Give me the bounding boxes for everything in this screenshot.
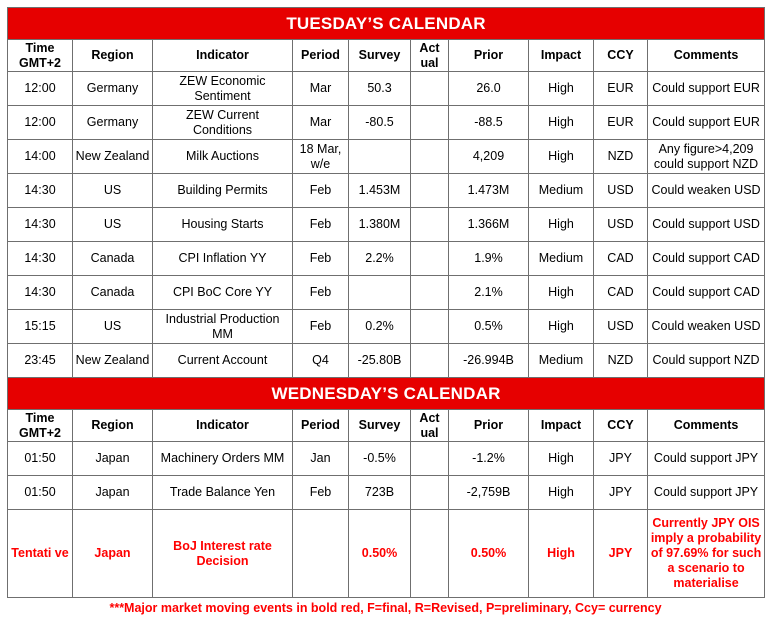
cell-period: Mar (293, 72, 349, 106)
calendar-document (7, 7, 764, 615)
cell-prior: 0.5% (449, 310, 529, 344)
cell-comments: Any figure>4,209 could support NZD (648, 140, 765, 174)
cell-time: 15:15 (8, 310, 73, 344)
cell-region: Germany (73, 72, 153, 106)
cell-prior: -1.2% (449, 442, 529, 476)
cell-region: Japan (73, 442, 153, 476)
cell-survey: 723B (349, 476, 411, 510)
cell-survey: -0.5% (349, 442, 411, 476)
cell-ccy: USD (594, 208, 648, 242)
cell-comments: Could weaken USD (648, 310, 765, 344)
cell-period: Q4 (293, 344, 349, 378)
header-ccy: CCY (594, 410, 648, 442)
cell-time: 12:00 (8, 72, 73, 106)
cell-ccy: CAD (594, 276, 648, 310)
cell-impact: High (529, 276, 594, 310)
header-impact: Impact (529, 40, 594, 72)
table-row (8, 310, 765, 344)
cell-ccy: JPY (594, 510, 648, 598)
cell-indicator: BoJ Interest rate Decision (153, 510, 293, 598)
table-row (8, 510, 765, 598)
cell-ccy: USD (594, 310, 648, 344)
header-actual: Act ual (411, 40, 449, 72)
cell-comments: Could support EUR (648, 72, 765, 106)
cell-survey: 50.3 (349, 72, 411, 106)
header-prior: Prior (449, 40, 529, 72)
cell-indicator: Building Permits (153, 174, 293, 208)
cell-ccy: JPY (594, 442, 648, 476)
cell-indicator: CPI Inflation YY (153, 242, 293, 276)
header-indicator: Indicator (153, 410, 293, 442)
cell-impact: High (529, 140, 594, 174)
cell-prior: -26.994B (449, 344, 529, 378)
table-row (8, 344, 765, 378)
cell-time: 01:50 (8, 476, 73, 510)
cell-impact: High (529, 442, 594, 476)
cell-prior: 0.50% (449, 510, 529, 598)
table-row (8, 72, 765, 106)
cell-survey (349, 276, 411, 310)
cell-actual (411, 442, 449, 476)
cell-region: Germany (73, 106, 153, 140)
cell-survey: -80.5 (349, 106, 411, 140)
cell-period: Feb (293, 174, 349, 208)
cell-survey: 2.2% (349, 242, 411, 276)
header-time: Time GMT+2 (8, 410, 73, 442)
table-row (8, 208, 765, 242)
cell-comments: Could support EUR (648, 106, 765, 140)
table-row (8, 174, 765, 208)
cell-ccy: EUR (594, 72, 648, 106)
cell-region: US (73, 310, 153, 344)
table-row (8, 242, 765, 276)
wednesday-title-row (8, 378, 765, 410)
cell-actual (411, 106, 449, 140)
cell-actual (411, 276, 449, 310)
cell-region: Canada (73, 242, 153, 276)
cell-ccy: NZD (594, 140, 648, 174)
cell-comments: Could support NZD (648, 344, 765, 378)
cell-prior: -2,759B (449, 476, 529, 510)
cell-prior: 1.9% (449, 242, 529, 276)
cell-time: 01:50 (8, 442, 73, 476)
cell-actual (411, 208, 449, 242)
cell-impact: High (529, 208, 594, 242)
cell-actual (411, 344, 449, 378)
cell-region: New Zealand (73, 140, 153, 174)
cell-prior: 4,209 (449, 140, 529, 174)
cell-time: 14:30 (8, 276, 73, 310)
cell-impact: High (529, 72, 594, 106)
header-region: Region (73, 410, 153, 442)
cell-time: 14:30 (8, 208, 73, 242)
cell-time: 12:00 (8, 106, 73, 140)
table-row (8, 276, 765, 310)
cell-impact: Medium (529, 174, 594, 208)
cell-survey: 1.380M (349, 208, 411, 242)
cell-survey: -25.80B (349, 344, 411, 378)
cell-ccy: EUR (594, 106, 648, 140)
header-time: Time GMT+2 (8, 40, 73, 72)
wednesday-calendar-title: WEDNESDAY’S CALENDAR (8, 378, 765, 410)
cell-comments: Could support CAD (648, 242, 765, 276)
cell-time: 23:45 (8, 344, 73, 378)
cell-actual (411, 510, 449, 598)
header-region: Region (73, 40, 153, 72)
cell-impact: High (529, 476, 594, 510)
cell-indicator: Machinery Orders MM (153, 442, 293, 476)
header-comments: Comments (648, 40, 765, 72)
table-row (8, 106, 765, 140)
cell-prior: -88.5 (449, 106, 529, 140)
cell-comments: Currently JPY OIS imply a probability of 97.69% for such a scenario to materialise (648, 510, 765, 598)
cell-indicator: CPI BoC Core YY (153, 276, 293, 310)
cell-impact: Medium (529, 344, 594, 378)
cell-survey (349, 140, 411, 174)
cell-actual (411, 310, 449, 344)
cell-period: Feb (293, 476, 349, 510)
footnote: ***Major market moving events in bold red, F=final, R=Revised, P=preliminary, Ccy= currency (109, 601, 662, 615)
cell-comments: Could support JPY (648, 442, 765, 476)
cell-indicator: Trade Balance Yen (153, 476, 293, 510)
cell-time: 14:00 (8, 140, 73, 174)
cell-prior: 26.0 (449, 72, 529, 106)
cell-impact: Medium (529, 242, 594, 276)
cell-actual (411, 140, 449, 174)
header-period: Period (293, 410, 349, 442)
cell-impact: High (529, 310, 594, 344)
header-impact: Impact (529, 410, 594, 442)
header-survey: Survey (349, 410, 411, 442)
table-row (8, 442, 765, 476)
cell-impact: High (529, 510, 594, 598)
cell-period: Feb (293, 242, 349, 276)
table-row (8, 476, 765, 510)
cell-period: Jan (293, 442, 349, 476)
cell-indicator: Milk Auctions (153, 140, 293, 174)
tuesday-calendar-title: TUESDAY’S CALENDAR (8, 8, 765, 40)
tuesday-header-row (8, 40, 765, 72)
cell-ccy: USD (594, 174, 648, 208)
cell-period: Mar (293, 106, 349, 140)
cell-region: Japan (73, 510, 153, 598)
economic-calendar-table (7, 7, 765, 598)
header-ccy: CCY (594, 40, 648, 72)
cell-indicator: Housing Starts (153, 208, 293, 242)
cell-region: Japan (73, 476, 153, 510)
cell-indicator: ZEW Current Conditions (153, 106, 293, 140)
cell-actual (411, 476, 449, 510)
cell-prior: 1.473M (449, 174, 529, 208)
table-row (8, 140, 765, 174)
cell-indicator: Current Account (153, 344, 293, 378)
cell-ccy: JPY (594, 476, 648, 510)
cell-actual (411, 242, 449, 276)
cell-ccy: NZD (594, 344, 648, 378)
cell-region: Canada (73, 276, 153, 310)
cell-comments: Could support USD (648, 208, 765, 242)
header-period: Period (293, 40, 349, 72)
cell-impact: High (529, 106, 594, 140)
cell-time: Tentati ve (8, 510, 73, 598)
cell-region: New Zealand (73, 344, 153, 378)
wednesday-header-row (8, 410, 765, 442)
cell-prior: 1.366M (449, 208, 529, 242)
cell-indicator: ZEW Economic Sentiment (153, 72, 293, 106)
cell-region: US (73, 208, 153, 242)
cell-indicator: Industrial Production MM (153, 310, 293, 344)
cell-comments: Could weaken USD (648, 174, 765, 208)
cell-region: US (73, 174, 153, 208)
header-comments: Comments (648, 410, 765, 442)
cell-comments: Could support JPY (648, 476, 765, 510)
cell-period: Feb (293, 310, 349, 344)
cell-actual (411, 72, 449, 106)
cell-comments: Could support CAD (648, 276, 765, 310)
cell-period: Feb (293, 208, 349, 242)
cell-survey: 1.453M (349, 174, 411, 208)
cell-time: 14:30 (8, 174, 73, 208)
header-indicator: Indicator (153, 40, 293, 72)
cell-ccy: CAD (594, 242, 648, 276)
cell-time: 14:30 (8, 242, 73, 276)
cell-period: Feb (293, 276, 349, 310)
cell-survey: 0.50% (349, 510, 411, 598)
header-actual: Act ual (411, 410, 449, 442)
cell-prior: 2.1% (449, 276, 529, 310)
tuesday-title-row (8, 8, 765, 40)
cell-period (293, 510, 349, 598)
header-prior: Prior (449, 410, 529, 442)
cell-actual (411, 174, 449, 208)
header-survey: Survey (349, 40, 411, 72)
cell-period: 18 Mar, w/e (293, 140, 349, 174)
cell-survey: 0.2% (349, 310, 411, 344)
